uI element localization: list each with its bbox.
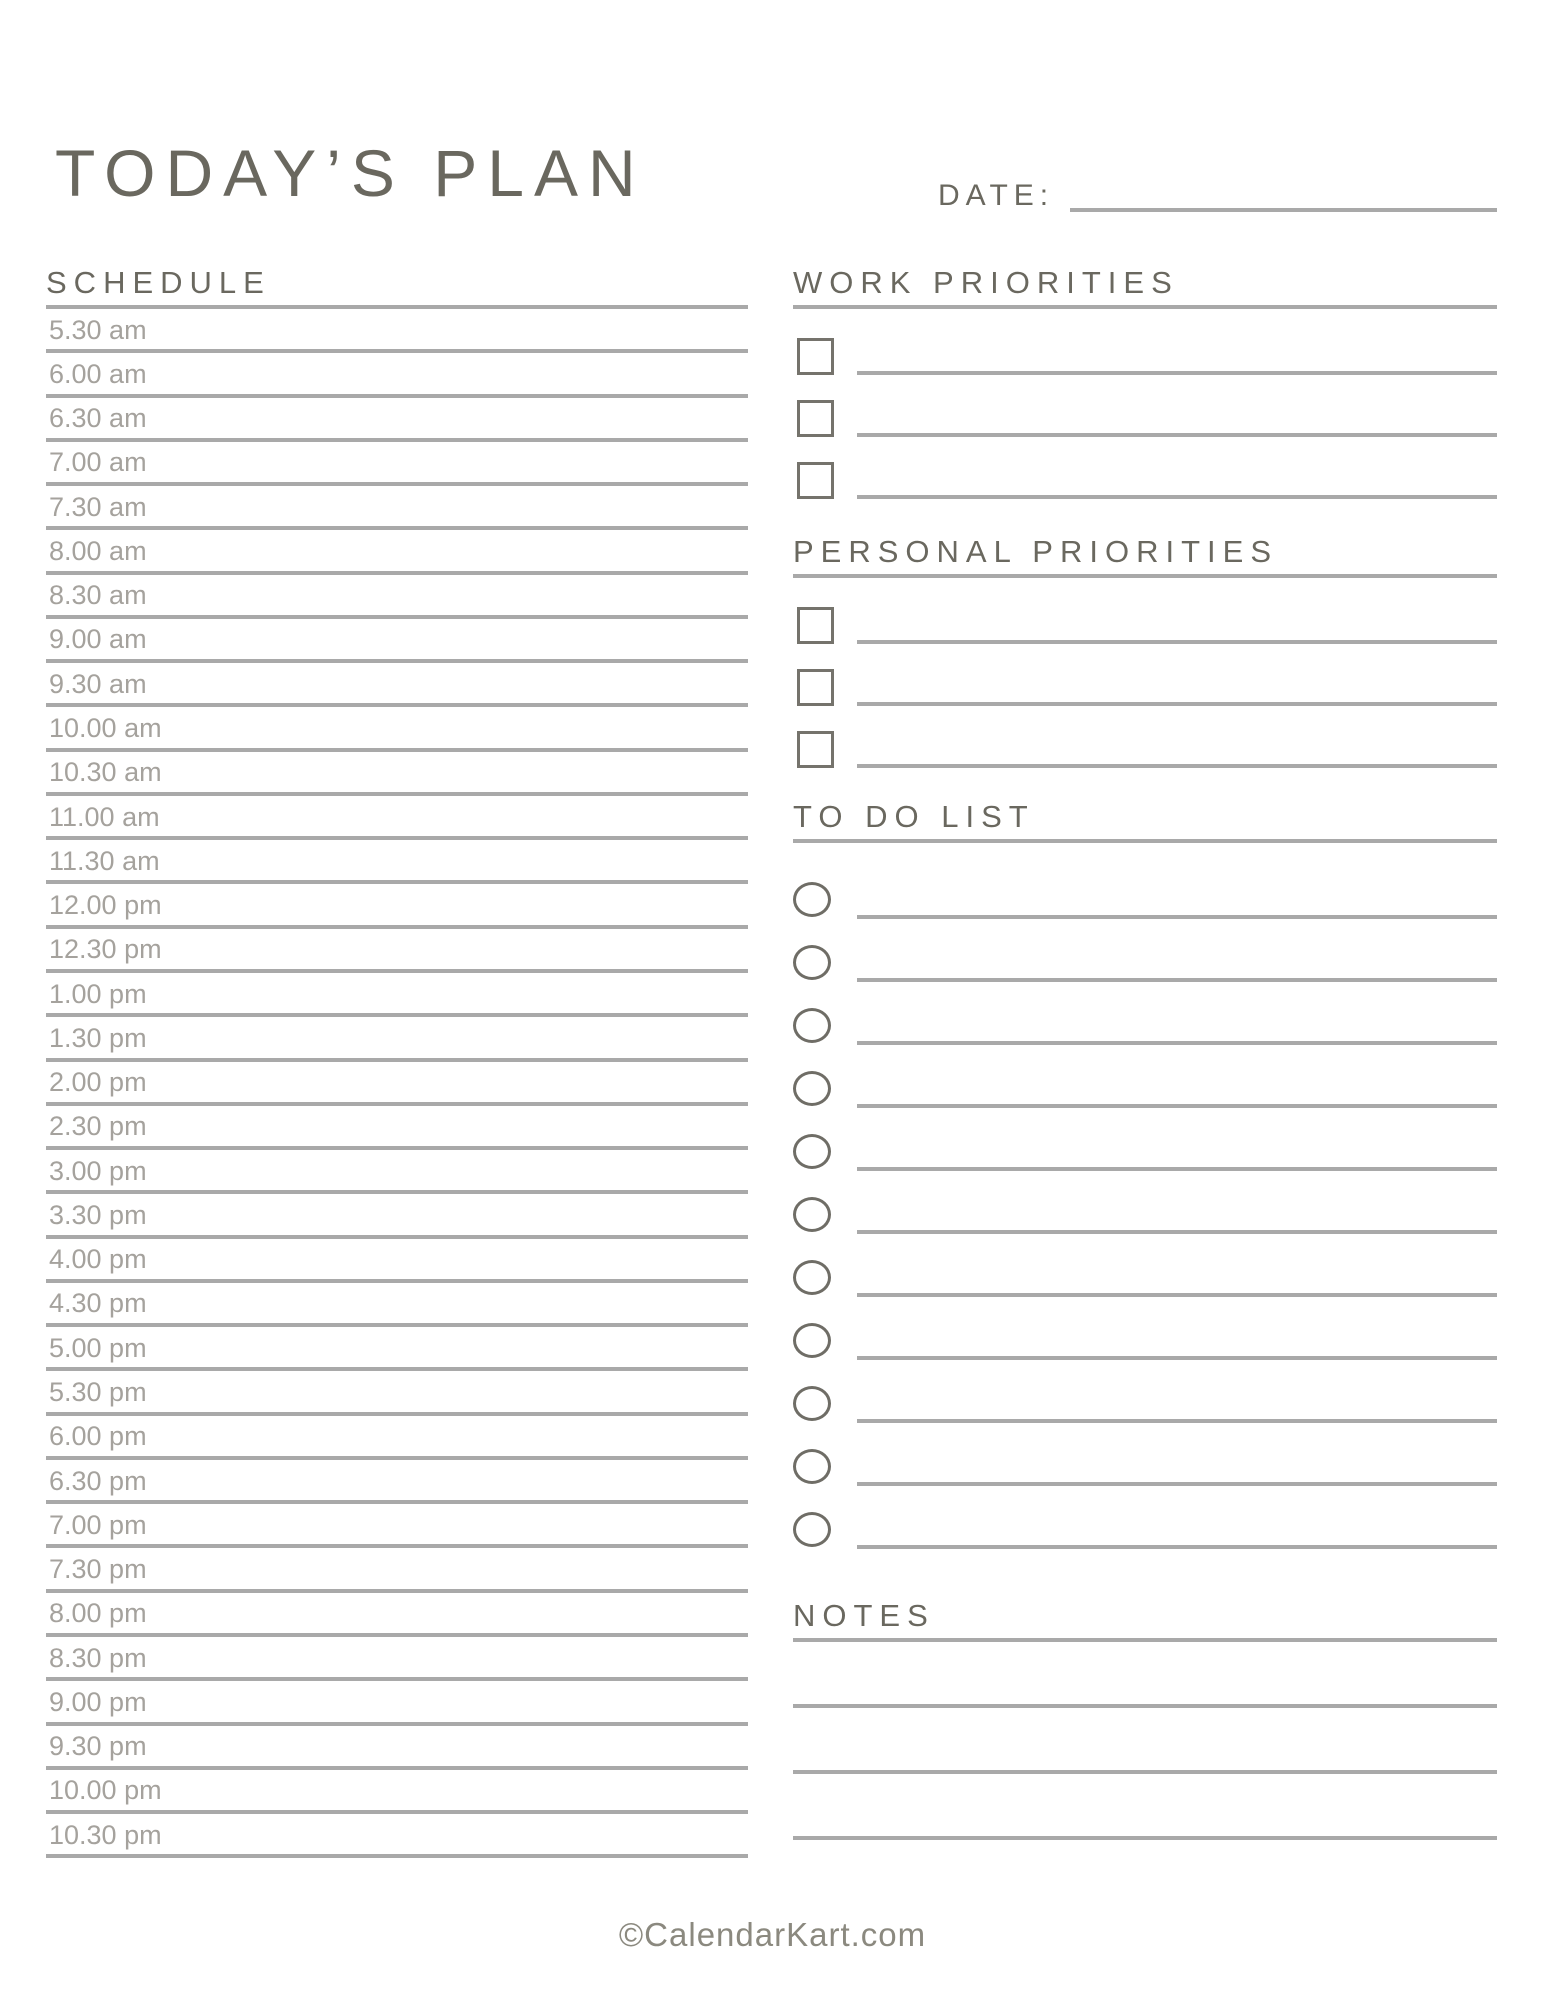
schedule-time-label: 11.30 am [49,845,160,876]
planner-columns [46,265,1497,1858]
todo-row [793,1360,1497,1423]
todo-rows [793,843,1497,1549]
work-priorities-heading: WORK PRIORITIES [793,268,1497,309]
checkbox[interactable] [797,338,834,375]
todo-circle-checkbox[interactable] [793,882,831,917]
personal-priority-row [793,582,1497,644]
todo-row [793,1423,1497,1486]
schedule-row[interactable] [46,752,748,796]
todo-circle-checkbox[interactable] [793,1260,831,1295]
schedule-time-label: 2.00 pm [49,1067,147,1098]
schedule-row[interactable] [46,1726,748,1770]
date-row [938,176,1497,212]
schedule-row[interactable] [46,1637,748,1681]
schedule-row[interactable] [46,1681,748,1725]
todo-circle-checkbox[interactable] [793,1071,831,1106]
schedule-row[interactable] [46,1814,748,1858]
right-column [793,265,1497,1858]
todo-circle-checkbox[interactable] [793,1008,831,1043]
schedule-row[interactable] [46,1593,748,1637]
schedule-row[interactable] [46,1062,748,1106]
schedule-row[interactable] [46,1416,748,1460]
work-priority-row [793,375,1497,437]
schedule-time-label: 7.30 pm [49,1554,147,1585]
personal-priority-row [793,644,1497,706]
schedule-time-label: 4.00 pm [49,1244,147,1275]
schedule-time-label: 3.00 pm [49,1155,147,1186]
todo-row [793,1108,1497,1171]
date-label: DATE: [938,179,1055,212]
work-priority-row [793,313,1497,375]
schedule-time-label: 2.30 pm [49,1111,147,1142]
schedule-row[interactable] [46,530,748,574]
schedule-time-label: 8.30 am [49,580,147,611]
schedule-time-label: 10.00 pm [49,1775,162,1806]
schedule-row[interactable] [46,1017,748,1061]
schedule-time-label: 6.00 pm [49,1421,147,1452]
schedule-row[interactable] [46,1770,748,1814]
schedule-time-label: 6.30 am [49,403,147,434]
schedule-row[interactable] [46,1327,748,1371]
work-priority-write-line[interactable] [857,495,1497,499]
notes-write-line[interactable] [793,1642,1497,1708]
schedule-row[interactable] [46,1504,748,1548]
checkbox[interactable] [797,669,834,706]
schedule-row[interactable] [46,619,748,663]
personal-priorities-heading: PERSONAL PRIORITIES [793,537,1497,578]
schedule-time-label: 7.30 am [49,491,147,522]
todo-row [793,1297,1497,1360]
schedule-row[interactable] [46,1548,748,1592]
todo-circle-checkbox[interactable] [793,1134,831,1169]
todo-circle-checkbox[interactable] [793,1323,831,1358]
notes-rows [793,1642,1497,1840]
todo-circle-checkbox[interactable] [793,1386,831,1421]
schedule-time-label: 4.30 pm [49,1288,147,1319]
todo-row [793,982,1497,1045]
todo-circle-checkbox[interactable] [793,1512,831,1547]
schedule-row[interactable] [46,663,748,707]
schedule-row[interactable] [46,973,748,1017]
schedule-row[interactable] [46,1150,748,1194]
schedule-row[interactable] [46,884,748,928]
schedule-section [46,265,748,1858]
schedule-time-label: 5.30 am [49,314,147,345]
schedule-row[interactable] [46,840,748,884]
todo-row [793,919,1497,982]
schedule-time-label: 8.00 pm [49,1598,147,1629]
work-priorities-rows [793,309,1497,499]
schedule-time-label: 1.00 pm [49,978,147,1009]
todo-row [793,1486,1497,1549]
schedule-time-label: 6.00 am [49,358,147,389]
schedule-heading: SCHEDULE [46,268,748,309]
schedule-time-label: 5.00 pm [49,1332,147,1363]
checkbox[interactable] [797,400,834,437]
schedule-row[interactable] [46,353,748,397]
checkbox[interactable] [797,731,834,768]
schedule-time-label: 1.30 pm [49,1022,147,1053]
todo-circle-checkbox[interactable] [793,1449,831,1484]
schedule-row[interactable] [46,796,748,840]
schedule-time-label: 3.30 pm [49,1199,147,1230]
schedule-time-label: 6.30 pm [49,1465,147,1496]
schedule-row[interactable] [46,486,748,530]
personal-priority-row [793,706,1497,768]
todo-row [793,1045,1497,1108]
schedule-row[interactable] [46,1460,748,1504]
personal-priorities-rows [793,578,1497,768]
notes-write-line[interactable] [793,1708,1497,1774]
schedule-row[interactable] [46,1283,748,1327]
todo-write-line[interactable] [857,1545,1497,1549]
schedule-time-label: 9.00 pm [49,1686,147,1717]
todo-circle-checkbox[interactable] [793,1197,831,1232]
schedule-row[interactable] [46,1106,748,1150]
schedule-time-label: 8.00 am [49,535,147,566]
schedule-row[interactable] [46,1194,748,1238]
schedule-time-label: 5.30 pm [49,1377,147,1407]
schedule-time-label: 9.30 pm [49,1731,147,1762]
schedule-time-label: 10.30 pm [49,1819,162,1850]
footer-credit: ©CalendarKart.com [618,1916,927,1953]
schedule-row[interactable] [46,309,748,353]
work-priority-row [793,437,1497,499]
checkbox[interactable] [797,607,834,644]
schedule-time-label: 7.00 am [49,447,147,478]
todo-row [793,1234,1497,1297]
schedule-time-label: 9.30 am [49,668,147,699]
schedule-row[interactable] [46,929,748,973]
schedule-row[interactable] [46,707,748,751]
schedule-row[interactable] [46,398,748,442]
todo-row [793,856,1497,919]
schedule-time-label: 11.00 am [49,801,160,832]
checkbox[interactable] [797,462,834,499]
page-title: TODAY’S PLAN [55,136,646,210]
notes-write-line[interactable] [793,1774,1497,1840]
schedule-time-label: 12.30 pm [49,934,162,965]
schedule-time-label: 9.00 am [49,624,147,655]
schedule-time-label: 10.00 am [49,713,162,744]
schedule-row[interactable] [46,1239,748,1283]
todo-heading: TO DO LIST [793,802,1497,843]
schedule-time-label: 12.00 pm [49,890,162,921]
notes-heading: NOTES [793,1601,1497,1642]
schedule-time-label: 10.30 am [49,757,162,788]
schedule-row[interactable] [46,442,748,486]
todo-row [793,1171,1497,1234]
schedule-time-label: 7.00 pm [49,1509,147,1540]
schedule-time-label: 8.30 pm [49,1642,147,1673]
schedule-row[interactable] [46,1371,748,1415]
date-input-line[interactable] [1070,176,1497,212]
todo-circle-checkbox[interactable] [793,945,831,980]
schedule-rows [46,309,748,1858]
schedule-row[interactable] [46,575,748,619]
personal-priority-write-line[interactable] [857,764,1497,768]
